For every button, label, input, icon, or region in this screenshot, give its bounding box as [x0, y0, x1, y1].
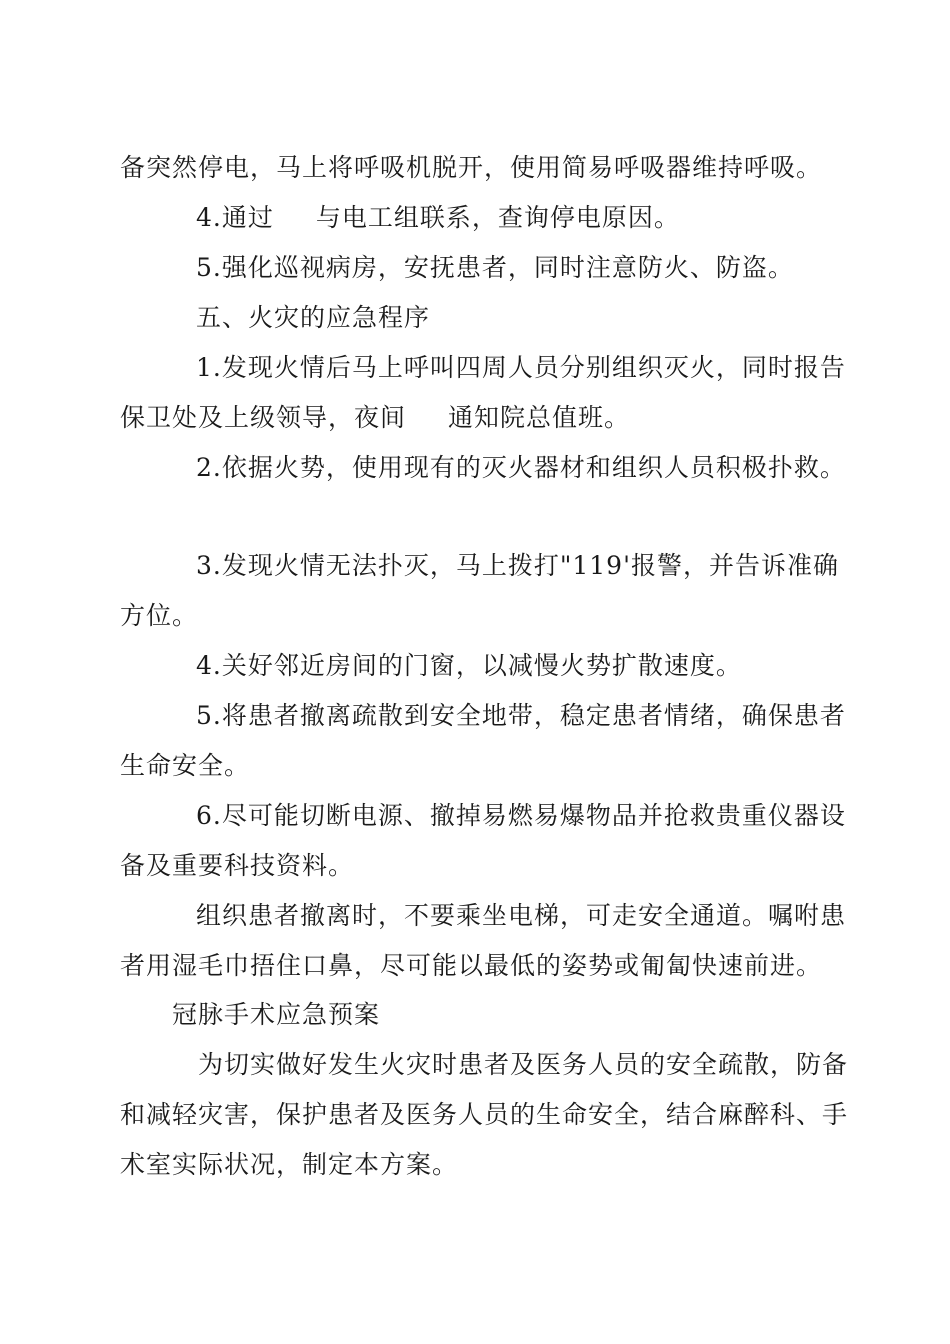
text-line: 5.将患者撤离疏散到安全地带，稳定患者情绪，确保患者	[196, 701, 846, 730]
text-line: 2.依据火势，使用现有的灭火器材和组织人员积极扑救。	[196, 453, 846, 482]
text-segment: 与电工组联系，查询停电原因。	[315, 203, 680, 232]
text-line	[196, 203, 680, 233]
text-line: 方位。	[120, 601, 199, 630]
text-line: 3.发现火情无法扑灭，马上拨打"119'报警，并告诉准确	[196, 551, 839, 580]
text-line: 备突然停电，马上将呼吸机脱开，使用简易呼吸器维持呼吸。	[120, 153, 823, 182]
text-line: 4.关好邻近房间的门窗，以减慢火势扩散速度。	[196, 651, 742, 680]
text-line: 生命安全。	[120, 751, 251, 780]
text-line: 6.尽可能切断电源、撤掉易燃易爆物品并抢救贵重仪器设	[196, 801, 846, 830]
text-line: 为切实做好发生火灾时患者及医务人员的安全疏散，防备	[198, 1050, 849, 1079]
text-line: 者用湿毛巾捂住口鼻，尽可能以最低的姿势或匍匐快速前进。	[120, 951, 823, 980]
text-line: 和减轻灾害，保护患者及医务人员的生命安全，结合麻醉科、手	[120, 1100, 849, 1129]
text-line: 1.发现火情后马上呼叫四周人员分别组织灭火，同时报告	[196, 353, 846, 382]
text-line: 备及重要科技资料。	[120, 851, 355, 880]
text-line: 5.强化巡视病房，安抚患者，同时注意防火、防盗。	[196, 253, 794, 282]
text-line	[120, 403, 630, 433]
text-segment: 4.通过	[196, 203, 274, 232]
text-segment: 保卫处及上级领导，夜间	[120, 403, 407, 432]
text-segment: 通知院总值班。	[448, 403, 631, 432]
text-line: 术室实际状况，制定本方案。	[120, 1150, 459, 1179]
text-line: 组织患者撤离时，不要乘坐电梯，可走安全通道。嘱咐患	[196, 901, 847, 930]
section-heading: 冠脉手术应急预案	[172, 1000, 381, 1029]
section-heading: 五、火灾的应急程序	[196, 303, 431, 332]
